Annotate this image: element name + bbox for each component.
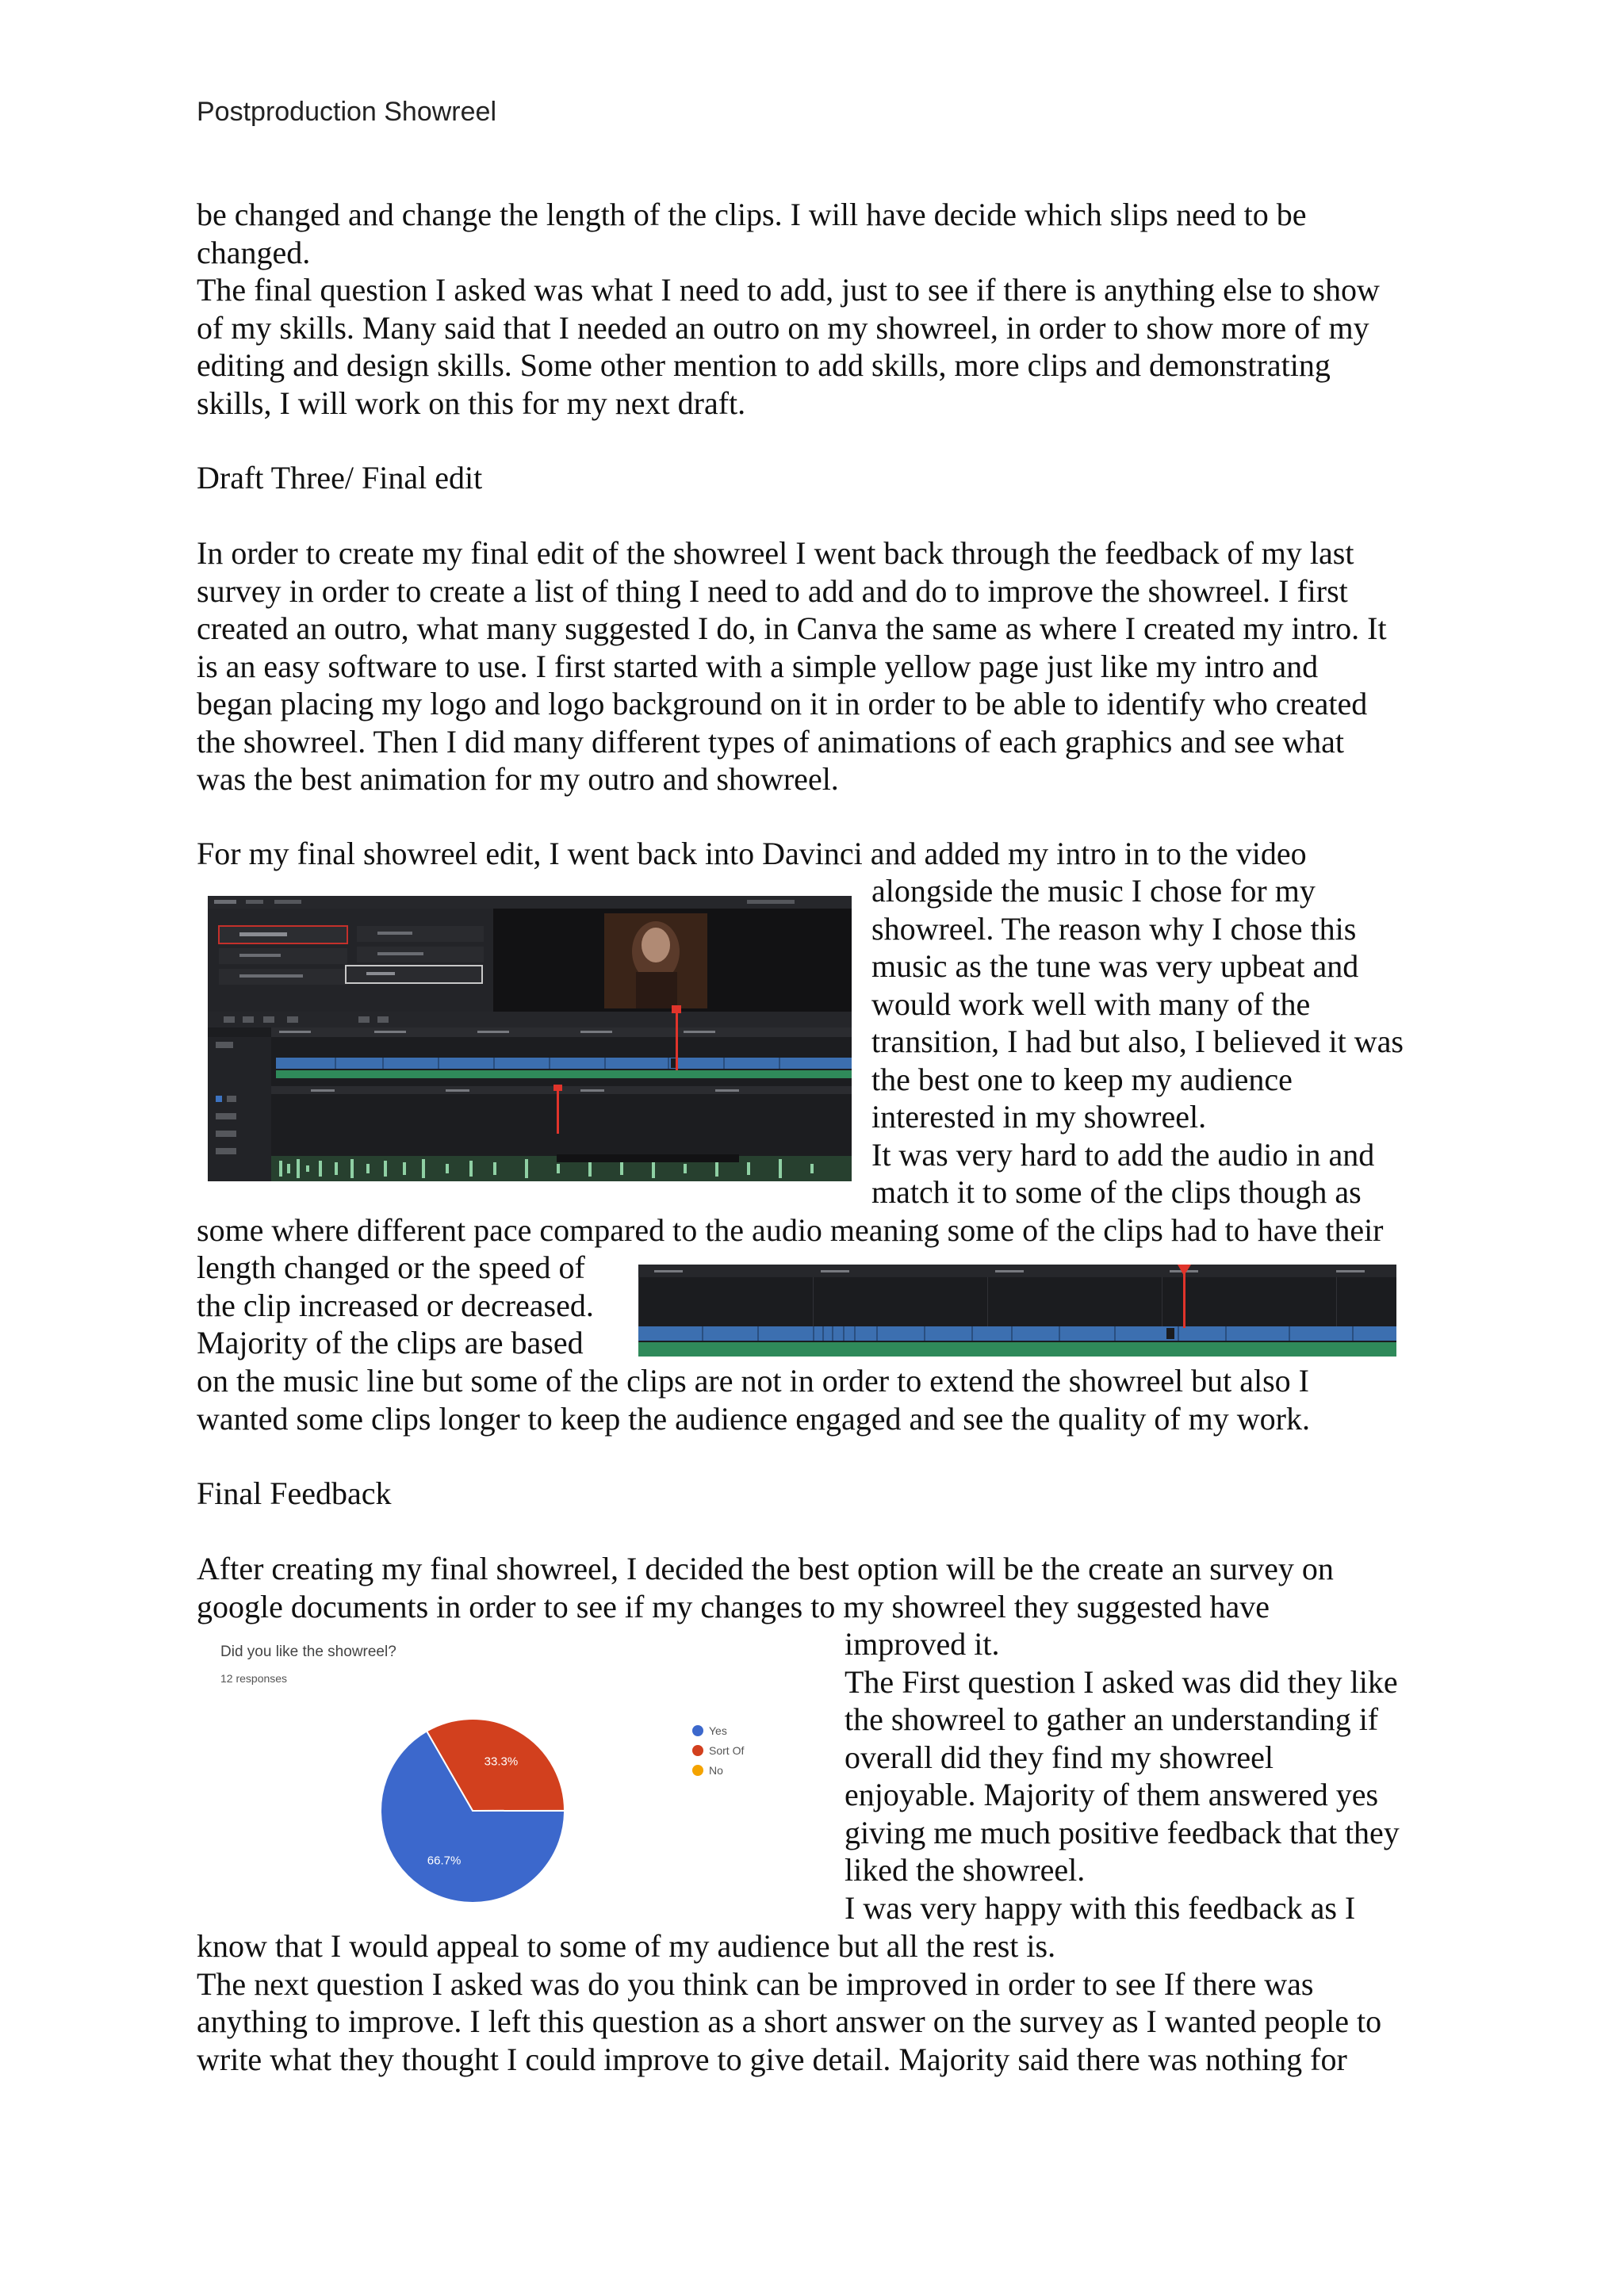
text-line: google documents in order to see if my changes to my showreel they suggested have bbox=[197, 1588, 1270, 1624]
text-line: transition, I had but also, I believed it was bbox=[871, 1024, 1404, 1059]
text-line: The next question I asked was do you think can be improved in order to see If there was bbox=[197, 1965, 1314, 2002]
slice-label-sort-of: 33.3% bbox=[484, 1755, 519, 1769]
text-line: improved it. bbox=[845, 1626, 1000, 1662]
text-line: the showreel. Then I did many different types of animations of each graphics and see what bbox=[197, 723, 1344, 760]
text-line: editing and design skills. Some other mention to add skills, more clips and demonstrating bbox=[197, 347, 1331, 383]
chart-title: Did you like the showreel? bbox=[220, 1644, 396, 1660]
text-line: would work well with many of the bbox=[871, 985, 1311, 1022]
pie-slices bbox=[381, 1719, 565, 1903]
legend-swatch-sort-of bbox=[692, 1745, 703, 1756]
text-line: the best one to keep my audience bbox=[871, 1061, 1293, 1097]
page-header: Postproduction Showreel bbox=[197, 97, 497, 127]
davinci-editor-image bbox=[208, 896, 852, 1181]
paragraph-davinci-end bbox=[197, 1362, 1434, 1437]
text-line: write what they thought I could improve to give detail. Majority said there was nothing for bbox=[197, 2041, 1347, 2077]
pie-chart-svg bbox=[208, 1632, 834, 1922]
chart-subtitle: 12 responses bbox=[220, 1672, 288, 1685]
timeline-image bbox=[638, 1265, 1396, 1357]
text-line: skills, I will work on this for my next draft. bbox=[197, 385, 746, 421]
text-line: was the best animation for my outro and showreel. bbox=[197, 761, 839, 797]
text-line: alongside the music I chose for my bbox=[871, 873, 1316, 909]
text-line: the clip increased or decreased. bbox=[197, 1287, 594, 1323]
text-line: interested in my showreel. bbox=[871, 1099, 1207, 1135]
text-line: liked the showreel. bbox=[845, 1852, 1086, 1888]
text-line: began placing my logo and logo background on it in order to be able to identify who created bbox=[197, 686, 1368, 721]
text-line: After creating my final showreel, I decided the best option will be the create an survey on bbox=[197, 1551, 1334, 1586]
text-line: match it to some of the clips though as bbox=[871, 1174, 1362, 1210]
section-heading-draft-three: Draft Three/ Final edit bbox=[197, 460, 483, 496]
text-line: changed. bbox=[197, 234, 311, 270]
legend-label-yes: Yes bbox=[709, 1724, 727, 1737]
text-line: For my final showreel edit, I went back into Davinci and added my intro in to the video bbox=[197, 836, 1307, 871]
legend-swatch-yes bbox=[692, 1725, 703, 1736]
legend-swatch-no bbox=[692, 1765, 703, 1776]
legend-label-no: No bbox=[709, 1764, 723, 1777]
text-line: some where different pace compared to the audio meaning some of the clips had to have their bbox=[197, 1212, 1384, 1248]
paragraph-final-edit bbox=[197, 534, 1434, 798]
paragraph-survey-end bbox=[197, 1927, 1434, 2078]
slice-label-yes: 66.7% bbox=[427, 1854, 462, 1868]
paragraph-survey-intro bbox=[197, 1550, 1434, 1625]
text-line: I was very happy with this feedback as I bbox=[845, 1889, 1356, 1926]
survey-pie-chart bbox=[208, 1632, 834, 1922]
paragraph-feedback-summary bbox=[197, 196, 1434, 422]
text-line: created an outro, what many suggested I do, in Canva the same as where I created my intro. It bbox=[197, 610, 1387, 646]
text-line: be changed and change the length of the clips. I will have decide which slips need to be bbox=[197, 197, 1307, 232]
text-line: wanted some clips longer to keep the audience engaged and see the quality of my work. bbox=[197, 1400, 1310, 1437]
text-line: is an easy software to use. I first started with a simple yellow page just like my intro and bbox=[197, 648, 1319, 684]
text-line: The final question I asked was what I need to add, just to see if there is anything else to show bbox=[197, 272, 1380, 308]
text-line: know that I would appeal to some of my audience but all the rest is. bbox=[197, 1928, 1056, 1964]
legend-label-sort-of: Sort Of bbox=[709, 1744, 745, 1757]
text-line: Majority of the clips are based bbox=[197, 1325, 584, 1360]
text-line: survey in order to create a list of thing I need to add and do to improve the showreel. I first bbox=[197, 572, 1348, 609]
text-line: anything to improve. I left this question as a short answer on the survey as I wanted people to bbox=[197, 2003, 1382, 2039]
paragraph-davinci-left bbox=[197, 1249, 594, 1362]
text-line: The First question I asked was did they like bbox=[845, 1663, 1398, 1700]
paragraph-davinci-right bbox=[871, 872, 1404, 1211]
text-line: the showreel to gather an understanding if bbox=[845, 1701, 1379, 1737]
text-line: enjoyable. Majority of them answered yes bbox=[845, 1777, 1379, 1812]
text-line: overall did they find my showreel bbox=[845, 1739, 1274, 1775]
text-line: giving me much positive feedback that they bbox=[845, 1814, 1400, 1850]
section-heading-final-feedback: Final Feedback bbox=[197, 1475, 392, 1511]
text-line: of my skills. Many said that I needed an outro on my showreel, in order to show more of my bbox=[197, 309, 1369, 346]
text-line: on the music line but some of the clips are not in order to extend the showreel but also I bbox=[197, 1363, 1309, 1399]
timeline-screenshot bbox=[638, 1265, 1396, 1357]
paragraph-survey-right bbox=[845, 1625, 1400, 1927]
text-line: length changed or the speed of bbox=[197, 1249, 585, 1285]
text-line: music as the tune was very upbeat and bbox=[871, 948, 1359, 984]
chart-legend bbox=[692, 1724, 744, 1777]
davinci-editor-screenshot bbox=[208, 896, 852, 1181]
text-line: It was very hard to add the audio in and bbox=[871, 1136, 1375, 1173]
text-line: In order to create my final edit of the showreel I went back through the feedback of my last bbox=[197, 535, 1354, 571]
text-line: showreel. The reason why I chose this bbox=[871, 910, 1357, 947]
